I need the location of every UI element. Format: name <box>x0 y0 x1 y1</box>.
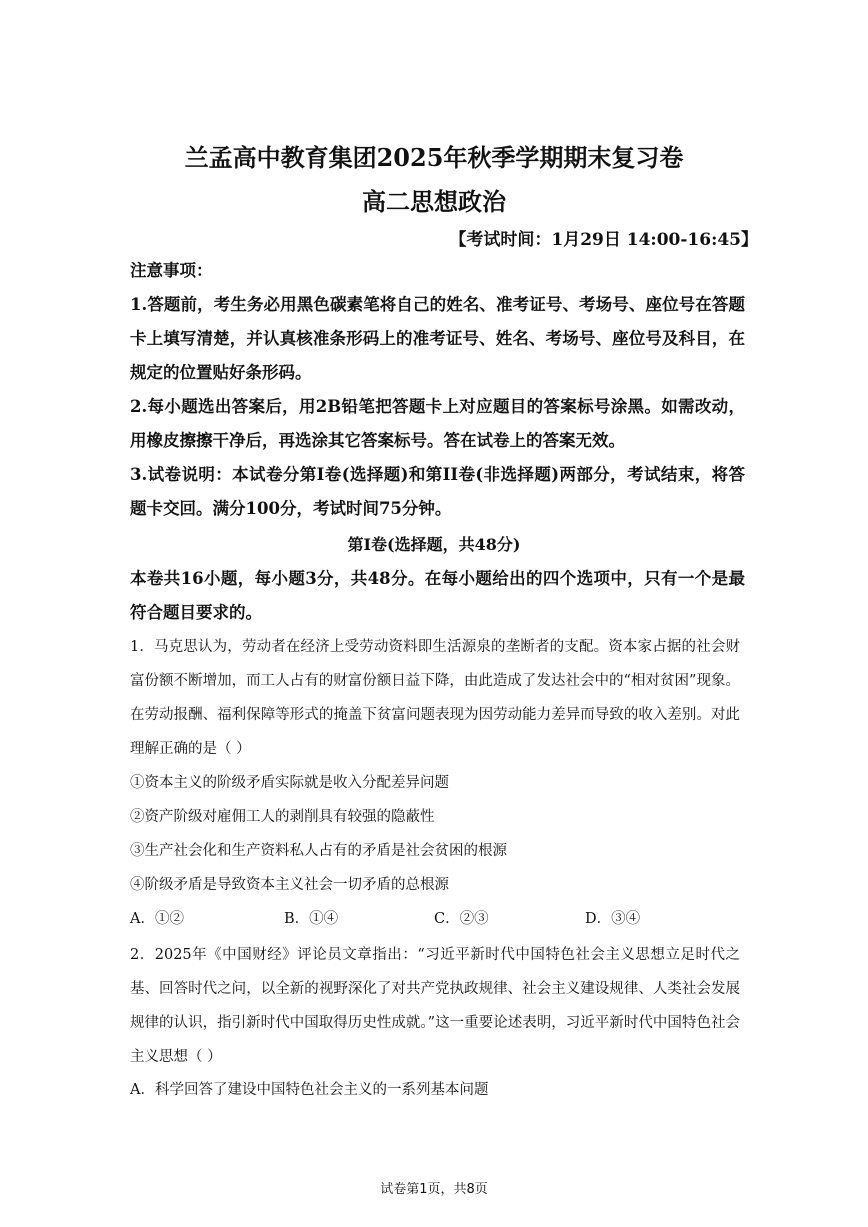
subject-title: 高二思想政治 <box>362 187 506 216</box>
question-1-option-b: B．①④ <box>284 911 339 927</box>
exam-time: 【考试时间：1月29日 14:00-16:45】 <box>449 230 758 250</box>
question-1-statement-4: ④阶级矛盾是导致资本主义社会一切矛盾的总根源 <box>130 877 449 893</box>
question-1-stem: 1．马克思认为，劳动者在经济上受劳动资料即生活源泉的垄断者的支配。资本家占据的社会财富份额不断增加，而工人占有的财富份额日益下降，由此造成了发达社会中的“相对贫困”现象。在劳动报酬、福利保障等形式的掩盖下贫富问题表现为因劳动能力差异而导致的收入差别。对此理解正确的是（ ） <box>130 639 740 757</box>
notice-heading: 注意事项： <box>130 261 213 280</box>
question-1-option-d: D．③④ <box>585 911 641 927</box>
notice-item-3: 3.试卷说明：本试卷分第I卷(选择题)和第II卷(非选择题)两部分，考试结束，将答题卡交回。满分100分，考试时间75分钟。 <box>130 465 745 518</box>
question-1-option-c: C．②③ <box>434 911 489 927</box>
question-2-option-a: A．科学回答了建设中国特色社会主义的一系列基本问题 <box>130 1082 489 1098</box>
question-1-statement-1: ①资本主义的阶级矛盾实际就是收入分配差异问题 <box>130 775 449 791</box>
notice-item-2: 2.每小题选出答案后，用2B铅笔把答题卡上对应题目的答案标号涂黑。如需改动，用橡皮擦擦干净后，再选涂其它答案标号。答在试卷上的答案无效。 <box>130 397 745 450</box>
section-heading: 第I卷(选择题，共48分) <box>347 535 521 554</box>
page-footer: 试卷第1页，共8页 <box>380 1182 488 1197</box>
notice-item-1: 1.答题前，考生务必用黑色碳素笔将自己的姓名、准考证号、考场号、座位号在答题卡上填写清楚，并认真核准条形码上的准考证号、姓名、考场号、座位号及科目，在规定的位置贴好条形码。 <box>130 295 745 382</box>
question-1-statement-2: ②资产阶级对雇佣工人的剥削具有较强的隐蔽性 <box>130 809 435 825</box>
question-2-stem: 2．2025年《中国财经》评论员文章指出：“习近平新时代中国特色社会主义思想立足时代之基、回答时代之问，以全新的视野深化了对共产党执政规律、社会主义建设规律、人类社会发展规律的认识，指引新时代中国取得历史性成就。”这一重要论述表明，习近平新时代中国特色社会主义思想（ ） <box>130 947 740 1065</box>
question-1-statement-3: ③生产社会化和生产资料私人占有的矛盾是社会贫困的根源 <box>130 843 507 859</box>
exam-title: 兰孟高中教育集团2025年秋季学期期末复习卷 <box>184 143 684 172</box>
question-1-option-a: A．①② <box>130 911 184 927</box>
section-instructions: 本卷共16小题，每小题3分，共48分。在每小题给出的四个选项中，只有一个是最符合题目要求的。 <box>130 569 745 622</box>
